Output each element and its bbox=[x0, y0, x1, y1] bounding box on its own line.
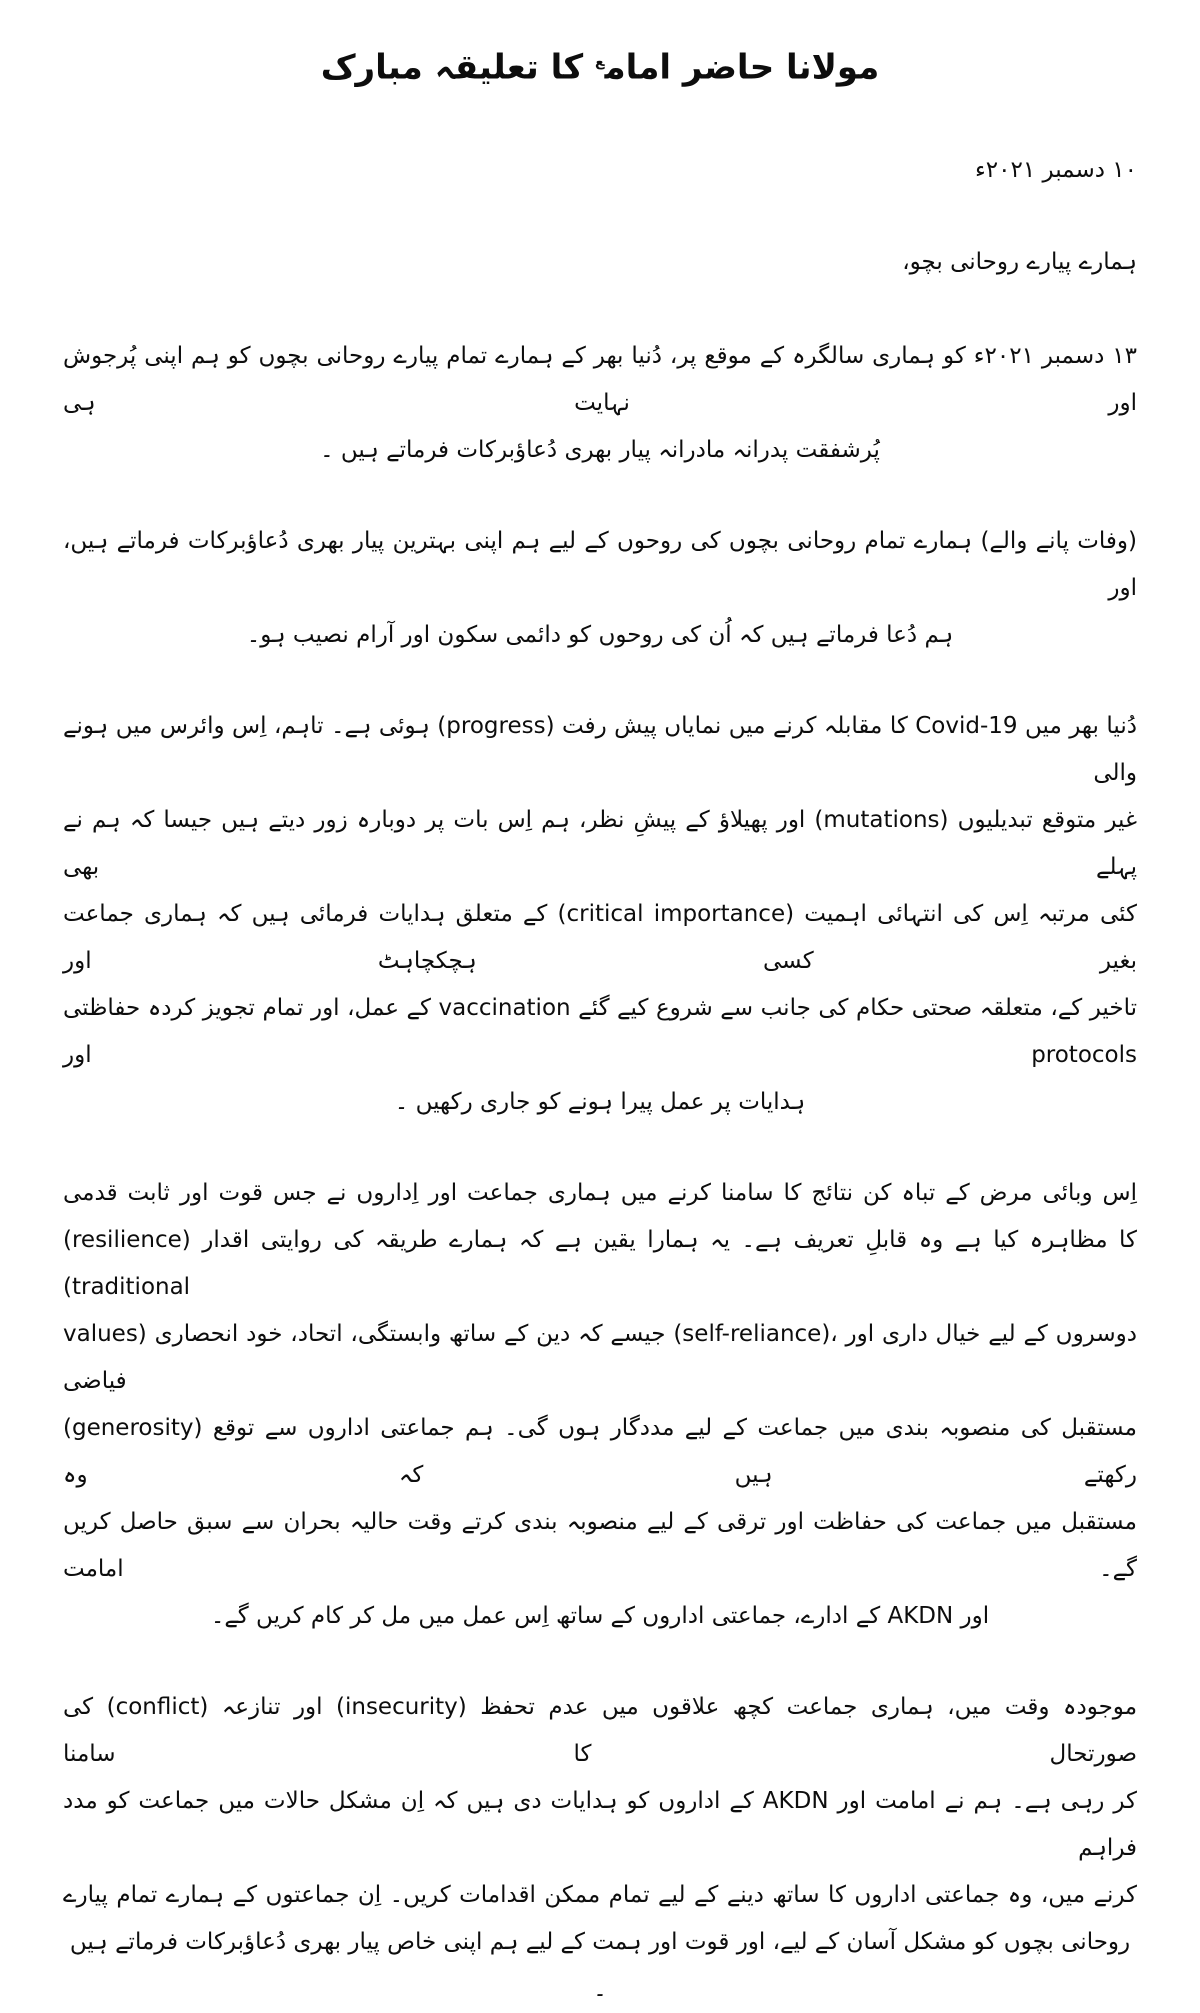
paragraph-line: مستقبل میں جماعت کی حفاظت اور ترقی کے لیے منصوبہ بندی کرتے وقت حالیہ بحران سے سبق حاصل کریں گے۔ امامت bbox=[63, 1509, 1137, 1583]
letter-salutation: ہمارے پیارے روحانی بچو، bbox=[902, 249, 1137, 276]
title-text-before: مولانا حاضر امام bbox=[604, 47, 880, 88]
paragraph-line: کئی مرتبہ اِس کی انتہائی اہمیت (critical importance) کے متعلق ہدایات فرمائی ہیں کہ ہماری جماعت بغیر کسی ہچکچاہٹ اور bbox=[63, 901, 1138, 975]
paragraph-line: (resilience) کا مظاہرہ کیا ہے وہ قابلِ تعریف ہے۔ یہ ہمارا یقین ہے کہ ہمارے طریقہ کی روایتی اقدار (traditional bbox=[63, 1227, 1137, 1301]
paragraph bbox=[63, 333, 1137, 474]
paragraph-line: (وفات پانے والے) ہمارے تمام روحانی بچوں کی روحوں کے لیے ہم اپنی بہترین پیار بھری دُعاؤبرکات فرماتے ہیں، اور bbox=[63, 528, 1137, 602]
paragraph-line: دُنیا بھر میں Covid-19 کا مقابلہ کرنے میں نمایاں پیش رفت (progress) ہوئی ہے۔ تاہم، اِس وائرس میں ہونے والی bbox=[63, 713, 1137, 787]
paragraph-line: غیر متوقع تبدیلیوں (mutations) اور پھیلاؤ کے پیشِ نظر، ہم اِس بات پر دوبارہ زور دیتے ہیں جیسا کہ ہم نے پہلے بھی bbox=[63, 807, 1137, 881]
paragraph bbox=[63, 1170, 1137, 1640]
paragraph-line: روحانی بچوں کو مشکل آسان کے لیے، اور قوت اور ہمت کے لیے ہم اپنی خاص پیار بھری دُعاؤبرکات فرماتے ہیں ۔ bbox=[69, 1929, 1131, 2003]
alayhi-salam-honorific-mark: ع bbox=[594, 54, 605, 70]
paragraph bbox=[63, 1684, 1137, 2013]
paragraph-line: ہدایات پر عمل پیرا ہونے کو جاری رکھیں ۔ bbox=[394, 1089, 806, 1116]
paragraph-line: اِس وبائی مرض کے تباہ کن نتائج کا سامنا کرنے میں ہماری جماعت اور اِداروں نے جس قوت اور ثابت قدمی bbox=[63, 1180, 1137, 1207]
paragraph bbox=[63, 703, 1137, 1126]
paragraph-line: کرنے میں، وہ جماعتی اداروں کا ساتھ دینے کے لیے تمام ممکن اقدامات کریں۔ اِن جماعتوں کے ہمارے تمام پیارے bbox=[63, 1882, 1137, 1909]
letter-body bbox=[63, 333, 1137, 2013]
letter-title bbox=[63, 26, 1137, 103]
paragraph-line: values) جیسے کہ دین کے ساتھ وابستگی، اتحاد، خود انحصاری (self-reliance)، دوسروں کے لیے خیال داری اور فیاضی bbox=[63, 1321, 1137, 1395]
paragraph-line: (generosity) مستقبل کی منصوبہ بندی میں جماعت کے لیے مددگار ہوں گی۔ ہم جماعتی اداروں سے توقع رکھتے ہیں کہ وہ bbox=[63, 1415, 1137, 1489]
paragraph-line: پُرشفقت پدرانہ مادرانہ پیار بھری دُعاؤبرکات فرماتے ہیں ۔ bbox=[320, 437, 880, 464]
title-text-after: کا تعلیقہ مبارک bbox=[320, 47, 595, 88]
paragraph-line: تاخیر کے، متعلقہ صحتی حکام کی جانب سے شروع کیے گئے vaccination کے عمل، اور تمام تجویز کردہ حفاظتی protocols اور bbox=[63, 995, 1138, 1069]
paragraph-line: اور AKDN کے ادارے، جماعتی اداروں کے ساتھ اِس عمل میں مل کر کام کریں گے۔ bbox=[210, 1603, 990, 1630]
paragraph bbox=[63, 518, 1137, 659]
paragraph-line: ہم دُعا فرماتے ہیں کہ اُن کی روحوں کو دائمی سکون اور آرام نصیب ہو۔ bbox=[246, 622, 954, 649]
letter-date: ۱۰ دسمبر ۲۰۲۱ء bbox=[974, 157, 1137, 184]
paragraph-line: ۱۳ دسمبر ۲۰۲۱ء کو ہماری سالگرہ کے موقع پر، دُنیا بھر کے ہمارے تمام پیارے روحانی بچوں کو ہم اپنی پُرجوش اور نہایت ہی bbox=[63, 343, 1137, 417]
paragraph-line: موجودہ وقت میں، ہماری جماعت کچھ علاقوں میں عدم تحفظ (insecurity) اور تنازعہ (conflict) کی صورتحال کا سامنا bbox=[63, 1694, 1138, 1768]
paragraph-line: کر رہی ہے۔ ہم نے امامت اور AKDN کے اداروں کو ہدایات دی ہیں کہ اِن مشکل حالات میں جماعت کو مدد فراہم bbox=[63, 1788, 1137, 1862]
